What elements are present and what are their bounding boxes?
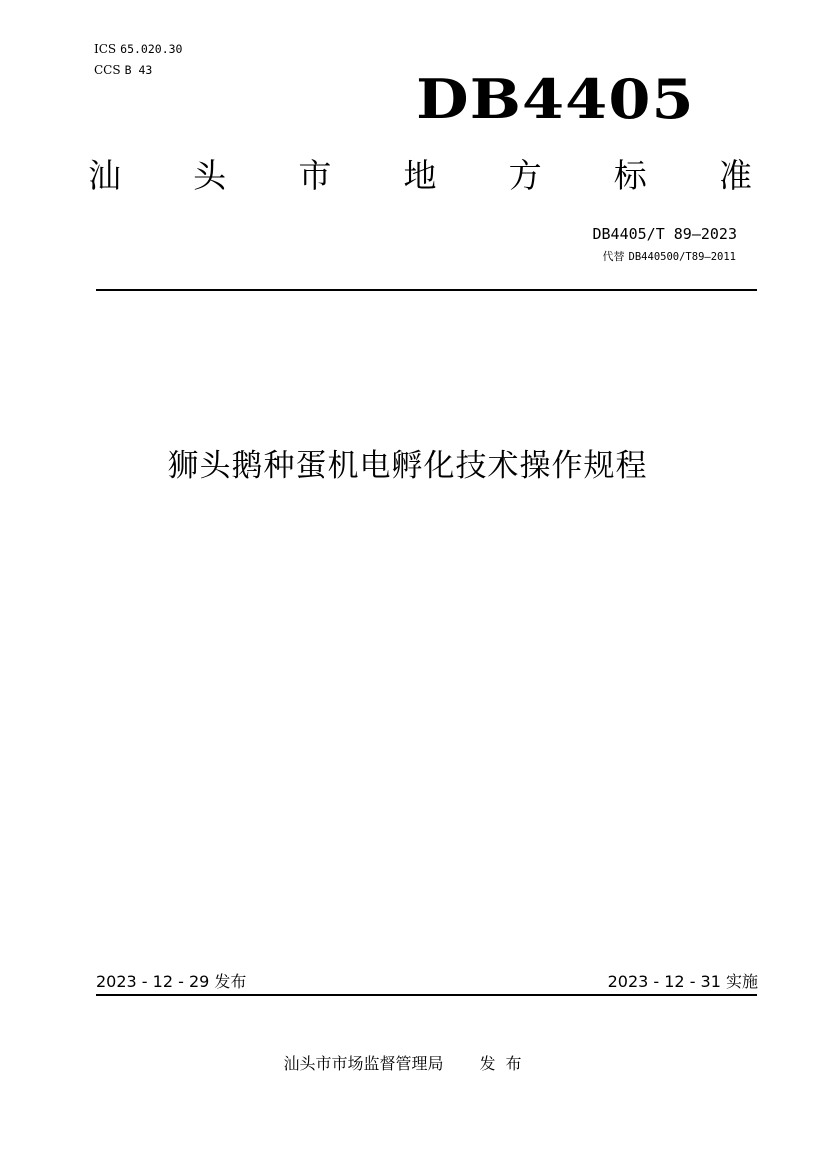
publish-action: 发布 bbox=[479, 1054, 532, 1073]
standard-type-char: 准 bbox=[718, 156, 752, 195]
ics-label: ICS bbox=[94, 42, 117, 56]
replaces-note bbox=[603, 249, 736, 265]
standard-type-heading bbox=[88, 152, 752, 200]
standard-type-char: 标 bbox=[613, 156, 647, 195]
standard-type-char: 地 bbox=[403, 156, 437, 195]
publisher-name: 汕头市市场监督管理局 bbox=[283, 1054, 444, 1073]
publisher-line bbox=[0, 1052, 815, 1076]
standard-type-char: 头 bbox=[193, 156, 227, 195]
issue-date: 2023 - 12 - 29 发布 bbox=[96, 972, 247, 991]
replaces-code: DB440500/T89—2011 bbox=[628, 251, 736, 263]
header-divider bbox=[96, 289, 757, 291]
ccs-label: CCS bbox=[94, 63, 121, 77]
footer-divider bbox=[96, 994, 757, 996]
standard-type-char: 市 bbox=[298, 156, 332, 195]
ics-code: 65.020.30 bbox=[120, 42, 183, 56]
ics-classification bbox=[94, 42, 182, 56]
standard-type-char: 方 bbox=[508, 156, 542, 195]
ccs-classification bbox=[94, 63, 152, 77]
standard-number: DB4405/T 89—2023 bbox=[592, 225, 737, 243]
implementation-date: 2023 - 12 - 31 实施 bbox=[607, 972, 758, 991]
standard-mark: DB4405 bbox=[416, 67, 695, 131]
ccs-code: B 43 bbox=[124, 63, 153, 77]
document-title: 狮头鹅种蛋机电孵化技术操作规程 bbox=[167, 448, 648, 484]
standard-type-char: 汕 bbox=[88, 156, 121, 195]
replaces-label: 代替 bbox=[602, 250, 625, 263]
